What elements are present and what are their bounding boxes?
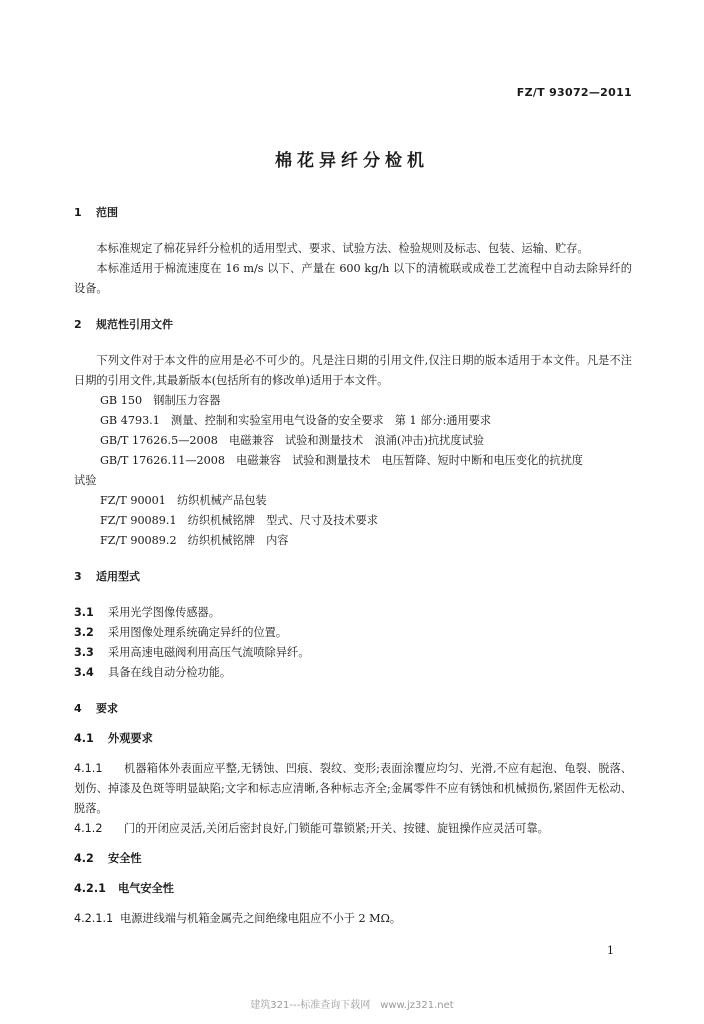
clause-4-1-2	[74, 819, 632, 839]
section-3-heading	[74, 567, 632, 587]
reference-item: FZ/T 90089.2 纺织机械铭牌 内容	[100, 534, 289, 547]
clause-3-1	[74, 603, 632, 623]
clause-title: 电气安全性	[118, 882, 174, 895]
reference-item: GB 150 钢制压力容器	[100, 394, 221, 407]
clause-3-2	[74, 623, 632, 643]
clause-text: 采用高速电磁阀利用高压气流喷除异纤。	[108, 646, 310, 659]
clause-4-2-1-1	[74, 909, 632, 929]
section-4-heading	[74, 699, 632, 719]
clause-title: 安全性	[108, 852, 142, 865]
clause-text: 门的开闭应灵活,关闭后密封良好,门锁能可靠锁紧;开关、按键、旋钮操作应灵活可靠。	[124, 822, 549, 835]
section-title: 适用型式	[96, 570, 140, 583]
scope-paragraph-1: 本标准规定了棉花异纤分检机的适用型式、要求、试验方法、检验规则及标志、包装、运输、贮存。	[96, 242, 589, 255]
clause-text: 电源进线端与机箱金属壳之间绝缘电阻应不小于 2 MΩ。	[120, 912, 402, 925]
references-intro: 下列文件对于本文件的应用是必不可少的。凡是注日期的引用文件,仅注日期的版本适用于本文件。凡是不注日期的引用文件,其最新版本(包括所有的修改单)适用于本文件。	[74, 354, 632, 387]
clause-text: 具备在线自动分检功能。	[108, 666, 232, 679]
clause-4-1-heading	[74, 729, 632, 749]
reference-item-continuation: 试验	[74, 474, 97, 487]
clause-4-2-1-heading	[74, 879, 632, 899]
clause-number: 4.1.2	[74, 822, 103, 835]
section-title: 要求	[96, 702, 118, 715]
page-number: 1	[607, 944, 614, 957]
reference-item: GB/T 17626.5—2008 电磁兼容 试验和测量技术 浪涌(冲击)抗扰度试验	[100, 434, 484, 447]
section-2-heading	[74, 315, 632, 335]
clause-number: 3.1	[74, 606, 94, 619]
document-title: 棉花异纤分检机	[275, 151, 429, 171]
section-title: 规范性引用文件	[96, 318, 173, 331]
clause-4-2-heading	[74, 849, 632, 869]
clause-number: 3.2	[74, 626, 94, 639]
section-number: 2	[74, 318, 82, 331]
reference-item: GB/T 17626.11—2008 电磁兼容 试验和测量技术 电压暂降、短时中断和电压变化的抗扰度	[100, 454, 583, 467]
clause-number: 4.2.1	[74, 882, 106, 895]
section-number: 3	[74, 570, 82, 583]
reference-item: GB 4793.1 测量、控制和实验室用电气设备的安全要求 第 1 部分:通用要求	[100, 414, 492, 427]
clause-text: 采用光学图像传感器。	[108, 606, 220, 619]
standard-code: FZ/T 93072—2011	[516, 86, 632, 99]
clause-number: 4.1.1	[74, 762, 103, 775]
clause-3-4	[74, 663, 632, 683]
clause-number: 4.1	[74, 732, 94, 745]
scope-paragraph-2: 本标准适用于棉流速度在 16 m/s 以下、产量在 600 kg/h 以下的清梳联或成卷工艺流程中自动去除异纤的设备。	[74, 262, 632, 295]
clause-3-3	[74, 643, 632, 663]
clause-number: 4.2	[74, 852, 94, 865]
clause-number: 4.2.1.1	[74, 912, 114, 925]
section-number: 1	[74, 206, 82, 219]
section-title: 范围	[96, 206, 118, 219]
clause-number: 3.3	[74, 646, 94, 659]
site-watermark: 建筑321---标准查询下载网 www.jz321.net	[250, 1000, 454, 1011]
clause-text: 采用图像处理系统确定异纤的位置。	[108, 626, 288, 639]
clause-number: 3.4	[74, 666, 94, 679]
section-number: 4	[74, 702, 82, 715]
reference-item: FZ/T 90001 纺织机械产品包装	[100, 494, 267, 507]
section-1-heading	[74, 203, 632, 223]
clause-title: 外观要求	[108, 732, 153, 745]
reference-item: FZ/T 90089.1 纺织机械铭牌 型式、尺寸及技术要求	[100, 514, 378, 527]
clause-4-1-1	[74, 759, 632, 819]
clause-text: 机器箱体外表面应平整,无锈蚀、凹痕、裂纹、变形;表面涂覆应均匀、光滑,不应有起泡、龟裂、脱落、划伤、掉漆及色斑等明显缺陷;文字和标志应清晰,各种标志齐全;金属零件不应有锈蚀和机械损伤,紧固件无松动、脱落。	[74, 762, 632, 815]
document-body	[74, 203, 632, 929]
